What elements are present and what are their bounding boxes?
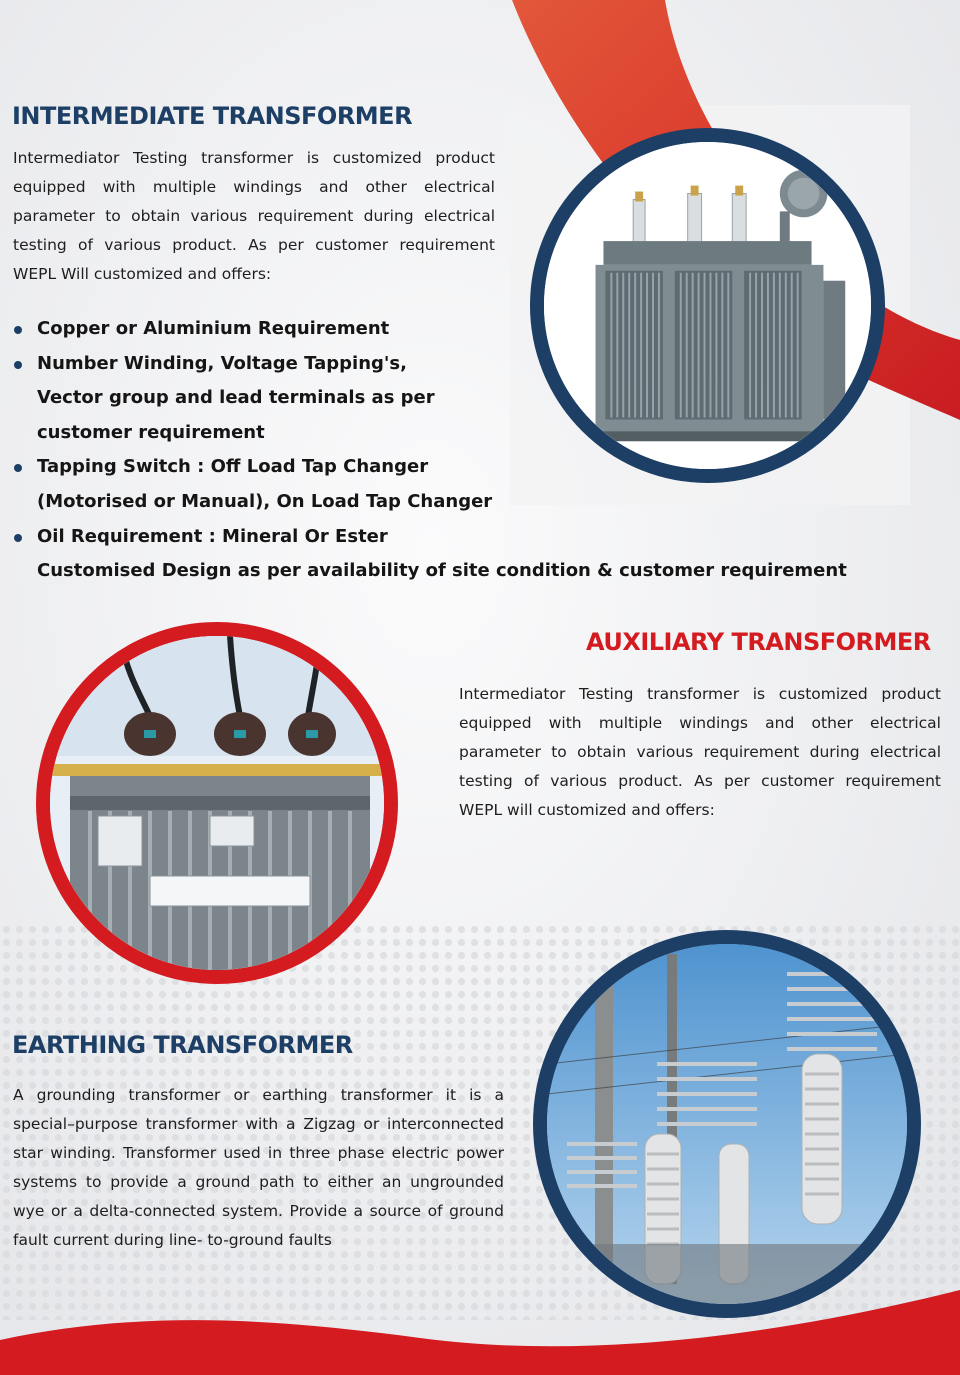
customised-design-note: Customised Design as per availability of site condition & customer requirement	[37, 560, 847, 582]
feature-text: Oil Requirement : Mineral Or Ester	[37, 525, 388, 547]
feature-text: Tapping Switch : Off Load Tap Changer (Motorised or Manual), On Load Tap Changer	[37, 456, 493, 512]
intermediate-transformer-description: Intermediator Testing transformer is customized product equipped with multiple windings and other electrical parameter to obtain various requirement during electrical testing of various product. As per customer requirement WEPL Will customized and offers:	[13, 149, 495, 283]
feature-item	[12, 520, 862, 555]
oil-transformer-photo-icon	[530, 128, 885, 483]
feature-text: Number Winding, Voltage Tapping's, Vector group and lead terminals as per customer requirement	[37, 352, 435, 443]
transformer-bushings-photo-icon	[36, 622, 398, 984]
bullet-icon	[14, 326, 22, 334]
auxiliary-transformer-description: Intermediator Testing transformer is customized product equipped with multiple windings and other electrical parameter to obtain various requirement during electrical testing of various product. As per customer requirement WEPL will customized and offers:	[459, 685, 941, 819]
earthing-transformer-title: EARTHING TRANSFORMER	[12, 1031, 353, 1059]
feature-text: Copper or Aluminium Requirement	[37, 318, 390, 339]
substation-insulators-photo-icon	[533, 930, 921, 1318]
earthing-transformer-description: A grounding transformer or earthing transformer it is a special–purpose transformer with a Zigzag or interconnected star winding. Transformer used in three phase electric power systems to provide a ground path to either an ungrounded wye or a delta-connected system. Provide a source of ground fault current during line- to-ground faults	[13, 1086, 504, 1249]
auxiliary-transformer-title: AUXILIARY TRANSFORMER	[586, 628, 931, 656]
bullet-icon	[14, 534, 22, 542]
intermediate-transformer-title: INTERMEDIATE TRANSFORMER	[12, 102, 413, 130]
bullet-icon	[14, 464, 22, 472]
bullet-icon	[14, 361, 22, 369]
